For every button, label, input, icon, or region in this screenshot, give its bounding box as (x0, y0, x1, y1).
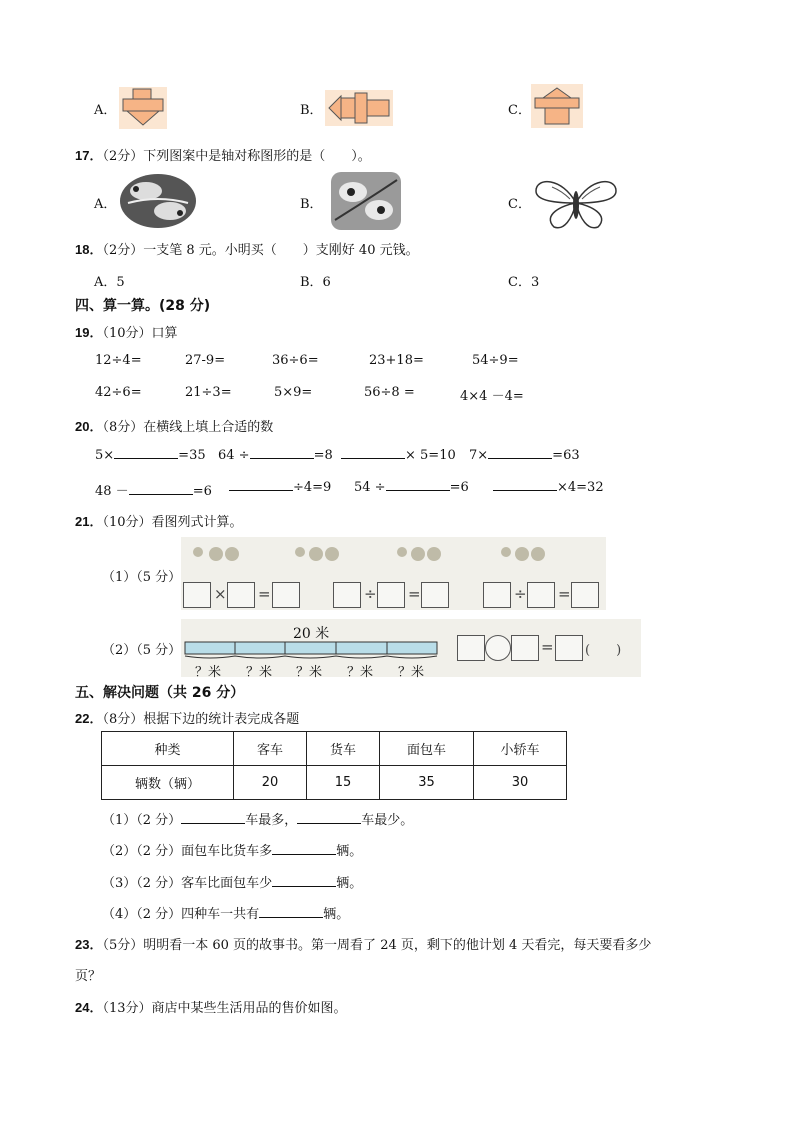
part-label: （1）（5 分） (102, 570, 182, 585)
operator-circle[interactable] (485, 635, 511, 661)
answer-box[interactable] (333, 582, 361, 608)
answer-box[interactable] (511, 635, 539, 661)
question-23 (75, 934, 651, 953)
answer-blank[interactable] (493, 489, 557, 491)
answer-box[interactable] (377, 582, 405, 608)
expr-prefix: 5× (95, 448, 115, 463)
sub-question-3 (102, 872, 362, 891)
expr-suffix: =6 (192, 484, 212, 499)
expr-suffix: ÷4=9 (293, 480, 332, 495)
question-score: （8分） (102, 712, 144, 727)
table-header-cell: 货车 (307, 732, 380, 766)
fill-blank-expression (493, 480, 604, 495)
length-bar-diagram (184, 638, 440, 660)
sub-question-suffix: 辆。 (323, 907, 350, 922)
sub-question-prefix: （2）（2 分）面包车比货车多 (102, 844, 273, 859)
question-score: （5分） (102, 938, 144, 953)
question-22 (75, 708, 299, 727)
option-b-label: B． (300, 103, 323, 118)
question-score: （8分） (102, 420, 144, 435)
table-header-cell: 客车 (234, 732, 307, 766)
question-score: （10分） (102, 515, 152, 530)
answer-blank[interactable] (386, 489, 450, 491)
table-cell: 20 (234, 766, 307, 800)
sub-question-4 (102, 903, 349, 922)
answer-blank[interactable] (259, 916, 323, 918)
expr-prefix: 7× (469, 448, 489, 463)
sub-question-suffix: 辆。 (336, 876, 363, 891)
question-18 (75, 239, 419, 258)
expression: 4×4 －4= (460, 389, 524, 404)
section-5-title: 五、解决问题（共 26 分） (75, 685, 245, 701)
question-score: （2分） (102, 149, 144, 164)
question-score: （2分） (102, 243, 144, 258)
question-text: 商店中某些生活用品的售价如图。 (151, 1001, 347, 1016)
answer-blank[interactable] (488, 457, 552, 459)
sub-question-suffix: 车最少。 (361, 813, 414, 828)
fill-blank-expression (354, 480, 469, 495)
statistics-table (101, 731, 567, 800)
expression: 27-9= (185, 353, 226, 368)
answer-box[interactable] (555, 635, 583, 661)
sub-question-prefix: （4）（2 分）四种车一共有 (102, 907, 260, 922)
table-header-cell: 小轿车 (474, 732, 567, 766)
answer-box[interactable] (183, 582, 211, 608)
fill-blank-expression (218, 448, 333, 463)
fish-circle-image (118, 173, 198, 229)
option-a-label: A． (94, 197, 117, 212)
expr-suffix: =63 (552, 448, 580, 463)
sub-question-middle: 车最多， (245, 813, 298, 828)
answer-box[interactable] (527, 582, 555, 608)
fill-blank-expression (95, 448, 206, 463)
expr-suffix: =35 (178, 448, 206, 463)
divide-sign: ÷ (364, 585, 377, 603)
sub-question-prefix: （1）（2 分） (102, 813, 182, 828)
table-cell: 30 (474, 766, 567, 800)
segment-label: ？米 (296, 665, 323, 680)
question-21 (75, 511, 243, 530)
answer-blank[interactable] (297, 822, 361, 824)
option-a-label: A． (94, 103, 117, 118)
duck-groups-image (190, 540, 590, 564)
answer-blank[interactable] (272, 885, 336, 887)
answer-box[interactable] (272, 582, 300, 608)
option-c-label: C． (508, 103, 531, 118)
question-number: 19． (75, 325, 103, 340)
answer-box[interactable] (227, 582, 255, 608)
table-row (102, 766, 567, 800)
fill-blank-expression (95, 480, 212, 499)
question-text: 明明看一本 60 页的故事书。第一周看了 24 页，剩下的他计划 4 天看完，每天要看多少 (143, 938, 652, 953)
expression: 12÷4= (95, 353, 142, 368)
answer-blank[interactable] (272, 853, 336, 855)
table-cell: 35 (380, 766, 474, 800)
expression: 42÷6= (95, 385, 142, 400)
answer-blank[interactable] (129, 493, 193, 495)
question-text: 口算 (151, 326, 178, 341)
expr-suffix: ×4=32 (557, 480, 604, 495)
option-c-label: C． (508, 197, 531, 212)
expr-prefix: 64 ÷ (218, 448, 250, 463)
question-number: 24． (75, 1000, 103, 1015)
expr-suffix: × 5=10 (405, 448, 456, 463)
table-header-cell: 面包车 (380, 732, 474, 766)
question-17 (75, 145, 371, 164)
option-a: A．5 (94, 275, 125, 290)
answer-box[interactable] (457, 635, 485, 661)
expression: 21÷3= (185, 385, 232, 400)
expression: 36÷6= (272, 353, 319, 368)
option-c: C．3 (508, 275, 540, 290)
arrow-down-shape-image (119, 87, 167, 129)
expression: 56÷8 = (364, 385, 415, 400)
expression: 54÷9= (472, 353, 519, 368)
answer-blank[interactable] (341, 457, 405, 459)
question-text: 在横线上填上合适的数 (143, 420, 274, 435)
divide-sign: ÷ (514, 585, 527, 603)
question-text: 看图列式计算。 (151, 515, 243, 530)
equals-sign: = (541, 638, 554, 656)
answer-blank[interactable] (181, 822, 245, 824)
times-sign: × (214, 585, 227, 603)
sub-question-2 (102, 840, 362, 859)
answer-blank[interactable] (229, 489, 293, 491)
question-number: 23． (75, 937, 103, 952)
question-score: （13分） (102, 1001, 152, 1016)
answer-box[interactable] (571, 582, 599, 608)
answer-blank[interactable] (114, 457, 178, 459)
question-number: 20． (75, 419, 103, 434)
equals-sign: = (258, 585, 271, 603)
segment-label: ？米 (195, 665, 222, 680)
twin-fish-image (327, 170, 405, 232)
unit-bracket: ( ) (585, 643, 622, 658)
question-text: 一支笔 8 元。小明买（ ）支刚好 40 元钱。 (143, 243, 419, 258)
question-number: 18． (75, 242, 103, 257)
question-19 (75, 322, 178, 341)
expression: 23+18= (369, 353, 424, 368)
expr-prefix: 48 － (95, 484, 129, 499)
question-number: 22． (75, 711, 103, 726)
arrow-left-shape-image (325, 90, 393, 126)
equals-sign: = (408, 585, 421, 603)
sub-question-prefix: （3）（2 分）客车比面包车少 (102, 876, 273, 891)
question-score: （10分） (102, 326, 152, 341)
answer-box[interactable] (421, 582, 449, 608)
house-shape-image (531, 84, 583, 128)
segment-label: ？米 (398, 665, 425, 680)
option-b: B．6 (300, 275, 331, 290)
question-number: 21． (75, 514, 103, 529)
expression: 5×9= (274, 385, 313, 400)
table-cell: 15 (307, 766, 380, 800)
fill-blank-expression (341, 448, 456, 463)
answer-blank[interactable] (250, 457, 314, 459)
question-text: 根据下边的统计表完成各题 (143, 712, 300, 727)
segment-label: ？米 (246, 665, 273, 680)
answer-box[interactable] (483, 582, 511, 608)
table-header-cell: 种类 (102, 732, 234, 766)
option-b-label: B． (300, 197, 323, 212)
sub-question-1 (102, 809, 413, 828)
expr-suffix: =6 (449, 480, 469, 495)
question-20 (75, 416, 273, 435)
bar-total-label: 20 米 (293, 626, 330, 642)
sub-question-suffix: 辆。 (336, 844, 363, 859)
part-label: （2）（5 分） (102, 643, 182, 658)
table-header-row (102, 732, 567, 766)
question-text: 下列图案中是轴对称图形的是（ ）。 (143, 149, 371, 164)
section-4-title: 四、算一算。(28 分) (75, 298, 211, 314)
question-text-continued: 页？ (75, 969, 102, 984)
question-number: 17． (75, 148, 103, 163)
fill-blank-expression (229, 480, 331, 495)
table-row-label: 辆数（辆） (102, 766, 234, 800)
fill-blank-expression (469, 448, 580, 463)
question-24 (75, 997, 347, 1016)
expr-prefix: 54 ÷ (354, 480, 386, 495)
butterfly-image (532, 175, 620, 231)
equals-sign: = (558, 585, 571, 603)
segment-label: ？米 (347, 665, 374, 680)
expr-suffix: =8 (313, 448, 333, 463)
